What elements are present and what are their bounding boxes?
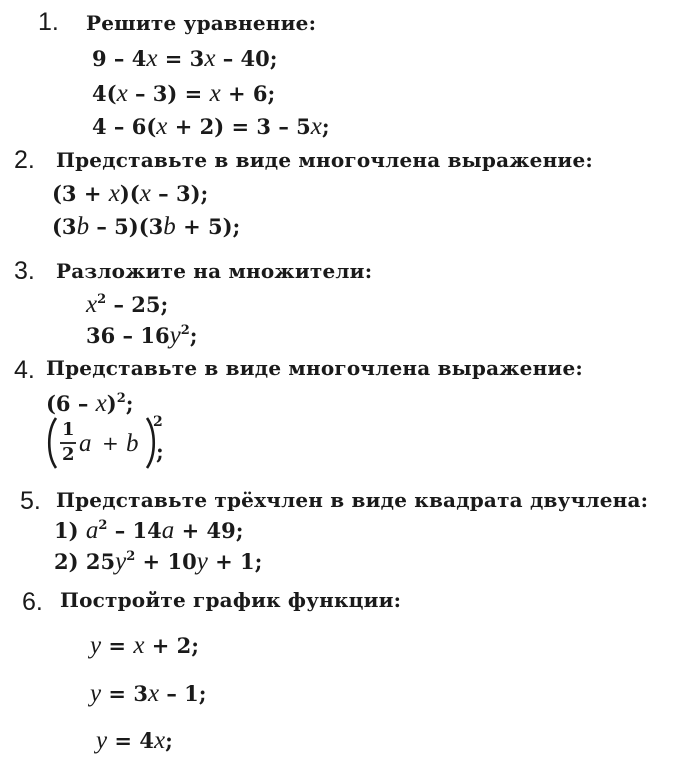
task-2-heading: Представьте в виде многочлена выражение: <box>56 148 593 172</box>
fraction-denominator: 2 <box>62 444 75 465</box>
task-1-heading: Решите уравнение: <box>86 11 317 35</box>
task-2-number: 2. <box>14 146 35 174</box>
task-1-equation-2: 4(x – 3) = x + 6; <box>92 80 276 107</box>
task-3-expression-2: $36 - 16y^2$; <box>86 322 198 349</box>
variable-b: b <box>126 430 139 457</box>
fraction-power: 2 <box>153 414 163 430</box>
task-6-heading: Постройте график функции: <box>60 588 402 612</box>
task-5-number: 5. <box>20 487 41 515</box>
task-6-number: 6. <box>22 588 43 616</box>
variable-a: a <box>79 430 92 457</box>
task-2-expression-1: (3 + x)(x – 3); <box>52 180 209 207</box>
fraction-numerator: 1 <box>62 419 75 440</box>
plus-sign: + <box>102 431 119 455</box>
task-1-number: 1. <box>38 8 59 36</box>
task-5-heading: Представьте трёхчлен в виде квадрата двучлена: <box>56 488 649 512</box>
task-3-heading: Разложите на множители: <box>56 259 373 283</box>
task-6-function-1: y = x + 2; <box>90 632 200 659</box>
task-4-heading: Представьте в виде многочлена выражение: <box>46 356 583 380</box>
task-6-function-3: y = 4x; <box>96 727 173 754</box>
task-4-number: 4. <box>14 356 35 384</box>
task-1-equation-3: 4 – 6(x + 2) = 3 – 5x; <box>92 113 330 140</box>
fraction-semicolon: ; <box>156 439 164 464</box>
task-5-expression-1: 1) $a^2 - 14a + 49$; <box>54 517 244 544</box>
task-4-expression-1: (6 – x)$^2$; <box>46 390 134 417</box>
task-3-expression-1: $x^2 - 25$; <box>86 291 169 318</box>
task-4-expression-2 <box>46 415 186 471</box>
task-1-equation-1: 9 – 4x = 3x – 40; <box>92 45 278 72</box>
task-5-expression-2: 2) $25y^2 + 10y + 1$; <box>54 548 263 575</box>
task-6-function-2: y = 3x – 1; <box>90 680 207 707</box>
task-2-expression-2: (3b – 5)(3b + 5); <box>52 213 241 240</box>
task-3-number: 3. <box>14 257 35 285</box>
